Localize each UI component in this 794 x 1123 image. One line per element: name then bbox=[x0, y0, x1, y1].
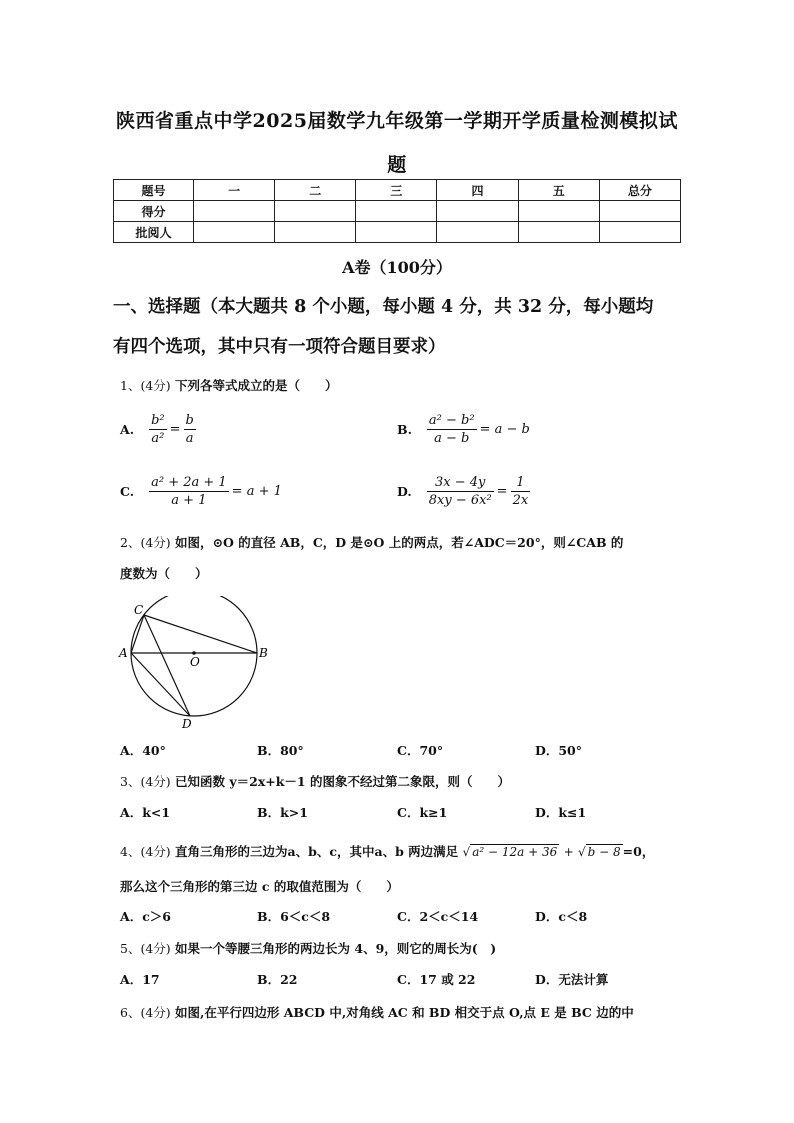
option-label: C. bbox=[120, 484, 135, 499]
question-1 bbox=[120, 376, 338, 394]
fraction-numerator: 1 bbox=[511, 474, 531, 492]
grader-cell bbox=[437, 222, 518, 243]
q3-option-d: D．k≤1 bbox=[535, 805, 587, 820]
fraction-numerator: a² − b² bbox=[428, 413, 475, 428]
question-5 bbox=[120, 939, 496, 957]
q2-option-c: C．70° bbox=[397, 743, 444, 758]
score-cell bbox=[194, 201, 275, 222]
section-heading: 一、选择题（本大题共 8 个小题，每小题 4 分，共 32 分，每小题均 bbox=[113, 297, 654, 317]
question-text: 下列各等式成立的是（ ） bbox=[175, 378, 338, 393]
question-text: 如果一个等腰三角形的两边长为 4、9，则它的周长为( ) bbox=[175, 941, 497, 956]
question-number: 3、(4分) bbox=[120, 774, 171, 789]
label-a: A bbox=[119, 646, 128, 660]
sqrt-expression-2: b − 8 bbox=[587, 845, 621, 859]
label-b: B bbox=[259, 646, 268, 660]
score-table bbox=[113, 179, 681, 243]
equation-rhs: = a + 1 bbox=[231, 484, 282, 499]
score-cell bbox=[356, 201, 437, 222]
sqrt-expression-1: a² − 12a + 36 bbox=[472, 845, 558, 859]
question-text: 已知函数 y＝2x+k－1 的图象不经过第二象限，则（ ） bbox=[175, 774, 510, 789]
fraction-denominator: 8xy − 6x² bbox=[428, 493, 492, 508]
question-number: 2、(4分) bbox=[120, 535, 171, 550]
q1-option-c bbox=[120, 474, 282, 509]
q3-option-a: A．k<1 bbox=[120, 805, 171, 820]
question-3 bbox=[120, 772, 510, 790]
question-number: 5、(4分) bbox=[120, 941, 171, 956]
q3-option-b: B．k>1 bbox=[257, 805, 308, 820]
grader-cell bbox=[518, 222, 599, 243]
q4-option-d: D．c＜8 bbox=[535, 909, 588, 924]
grader-cell bbox=[599, 222, 680, 243]
header-cell-question-no: 题号 bbox=[114, 180, 194, 201]
label-o: O bbox=[190, 655, 200, 669]
q1-option-a: A. $\frac{\text{b²}}{\text{a²}}$ = $\frac{b}{a}$ bbox=[120, 413, 194, 446]
score-cell bbox=[275, 201, 356, 222]
grader-cell bbox=[275, 222, 356, 243]
equation-tail: =0， bbox=[622, 844, 655, 859]
question-text: 如图，⊙O 的直径 AB，C，D 是⊙O 上的两点，若∠ADC＝20°，则∠CAB 的 bbox=[175, 535, 624, 550]
q5-option-d: D．无法计算 bbox=[535, 972, 609, 987]
question-number: 4、(4分) bbox=[120, 844, 171, 859]
fraction-denominator: a² bbox=[151, 431, 165, 446]
header-cell-1: 一 bbox=[194, 180, 275, 201]
fraction-numerator: a² + 2a + 1 bbox=[151, 475, 227, 490]
fraction-denominator: 2x bbox=[512, 493, 529, 508]
plus-sign: + bbox=[563, 845, 574, 859]
page-title-continued: 题 bbox=[387, 154, 407, 176]
paper-label: A卷（100分） bbox=[342, 258, 452, 277]
section-heading-continued: 有四个选项，其中只有一项符合题目要求） bbox=[113, 337, 446, 357]
question-2-continued: 度数为（ ） bbox=[120, 566, 208, 581]
option-label: A. bbox=[120, 422, 135, 437]
header-cell-5: 五 bbox=[518, 180, 599, 201]
question-text: 如图,在平行四边形 ABCD 中,对角线 AC 和 BD 相交于点 O,点 E 是 BC 边的中 bbox=[175, 1005, 634, 1020]
question-2 bbox=[120, 533, 623, 551]
fraction-denominator: a − b bbox=[434, 431, 470, 446]
page-title: 陕西省重点中学2025届数学九年级第一学期开学质量检测模拟试 bbox=[116, 110, 678, 132]
q4-option-a: A．c＞6 bbox=[120, 909, 172, 924]
question-number: 6、(4分) bbox=[120, 1005, 171, 1020]
chord-ca bbox=[131, 615, 144, 653]
option-label: B. bbox=[397, 422, 412, 437]
circle-figure bbox=[112, 596, 272, 736]
q2-option-d: D．50° bbox=[535, 743, 582, 758]
equation-rhs: = a − b bbox=[479, 422, 530, 437]
grader-cell bbox=[194, 222, 275, 243]
header-cell-3: 三 bbox=[356, 180, 437, 201]
question-number: 1、(4分) bbox=[120, 378, 171, 393]
grader-cell bbox=[356, 222, 437, 243]
option-label: D. bbox=[397, 484, 412, 499]
q1-option-b bbox=[397, 412, 530, 447]
q4-option-b: B．6＜c＜8 bbox=[257, 909, 331, 924]
q5-option-b: B．22 bbox=[257, 972, 298, 987]
score-table-header-row bbox=[114, 180, 681, 201]
fraction-denominator: a bbox=[185, 431, 194, 446]
header-cell-4: 四 bbox=[437, 180, 518, 201]
header-cell-total: 总分 bbox=[599, 180, 680, 201]
score-cell bbox=[437, 201, 518, 222]
question-text: 直角三角形的三边为a、b、c，其中a、b 两边满足 bbox=[175, 844, 459, 859]
score-cell bbox=[518, 201, 599, 222]
fraction-denominator: a + 1 bbox=[171, 493, 207, 508]
question-4: 4、(4分) 直角三角形的三边为a、b、c，其中a、b 两边满足 √ a² − 12a + 36 + √ b − 8 =0， bbox=[120, 844, 655, 859]
q5-option-a: A．17 bbox=[120, 972, 160, 987]
chord-cd bbox=[144, 615, 190, 716]
chord-cb bbox=[144, 615, 257, 653]
row-label-grader: 批阅人 bbox=[114, 222, 194, 243]
label-d: D bbox=[182, 717, 192, 731]
score-cell bbox=[599, 201, 680, 222]
header-cell-2: 二 bbox=[275, 180, 356, 201]
score-table-row bbox=[114, 222, 681, 243]
q4-option-c: C．2＜c＜14 bbox=[397, 909, 479, 924]
q5-option-c: C．17 或 22 bbox=[397, 972, 476, 987]
q1-option-d: D. $\frac{3x - 4y}{\text{8xy − 6x²}}$ = $\frac{1}{2x}$ bbox=[397, 475, 529, 508]
fraction-numerator: b bbox=[185, 413, 194, 428]
q3-option-c: C．k≥1 bbox=[397, 805, 448, 820]
label-c: C bbox=[134, 603, 144, 617]
fraction-numerator: 3x − 4y bbox=[427, 474, 494, 492]
question-4-continued: 那么这个三角形的第三边 c 的取值范围为（ ） bbox=[120, 879, 399, 894]
fraction-numerator: b² bbox=[151, 413, 165, 428]
question-6 bbox=[120, 1003, 634, 1021]
row-label-score: 得分 bbox=[114, 201, 194, 222]
q2-option-b: B．80° bbox=[257, 743, 304, 758]
score-table-row bbox=[114, 201, 681, 222]
q2-option-a: A．40° bbox=[120, 743, 166, 758]
